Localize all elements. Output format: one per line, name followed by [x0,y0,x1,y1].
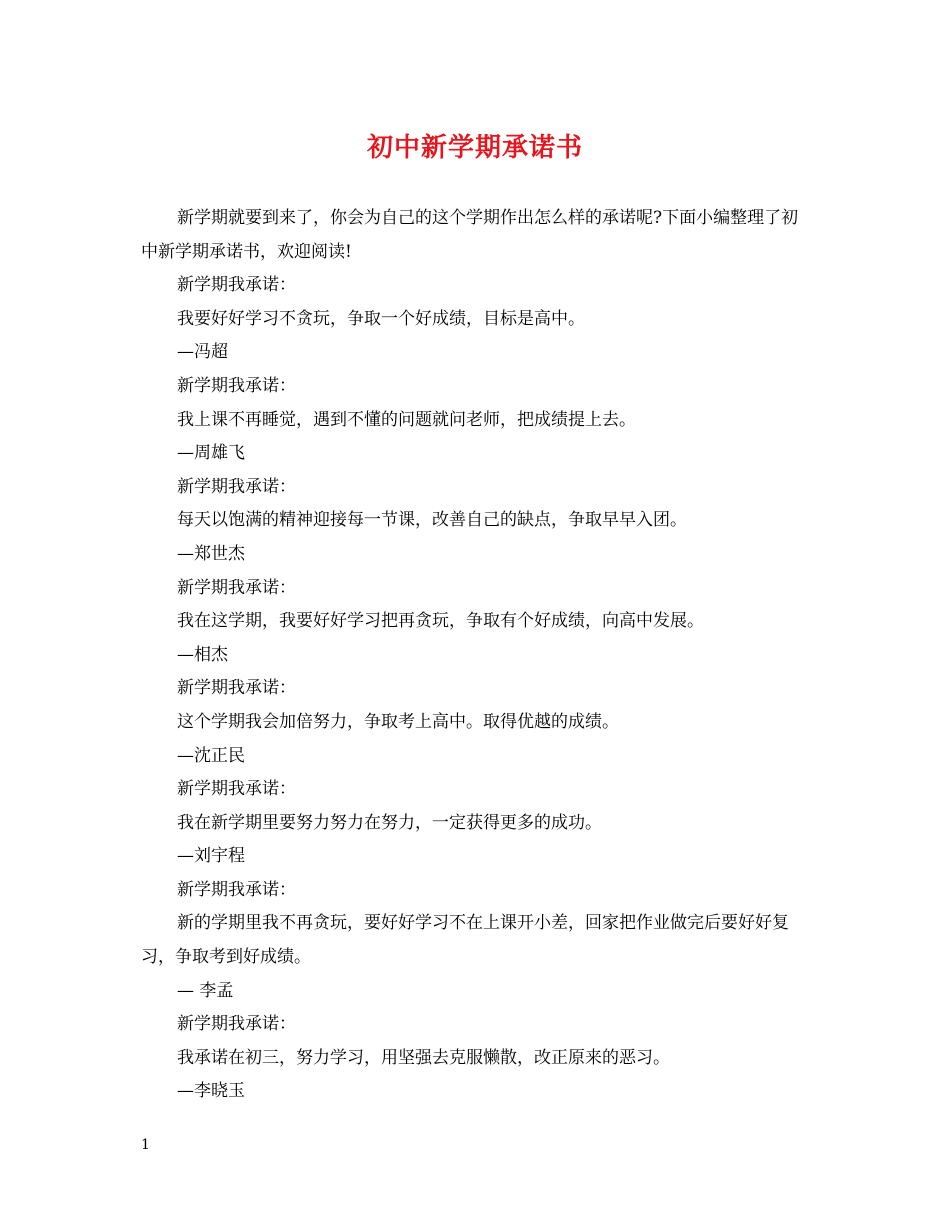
pledge-signature: —周雄飞 [177,443,245,464]
document-title: 初中新学期承诺书 [366,133,583,163]
pledge-text: 这个学期我会加倍努力，争取考上高中。取得优越的成绩。 [177,711,619,732]
pledge-heading: 新学期我承诺： [177,678,296,699]
pledge-heading: 新学期我承诺： [177,1014,296,1035]
pledge-text: 我承诺在初三，努力学习，用坚强去克服懒散，改正原来的恶习。 [177,1047,670,1068]
pledge-signature: —郑世杰 [177,543,245,564]
pledge-signature: —沈正民 [177,745,245,766]
pledge-signature: —刘宇程 [177,846,245,867]
pledge-heading: 新学期我承诺： [177,779,296,800]
pledge-signature: —李晓玉 [177,1081,245,1102]
pledge-heading: 新学期我承诺： [177,577,296,598]
pledge-heading: 新学期我承诺： [177,375,296,396]
pledge-heading: 新学期我承诺： [177,275,296,296]
pledge-text: 新的学期里我不再贪玩，要好好学习不在上课开小差，回家把作业做完后要好好复习，争取考到好成绩。 [141,913,789,968]
pledge-signature: —相杰 [177,644,228,665]
pledge-signature: — 李孟 [177,980,234,1001]
pledge-heading: 新学期我承诺： [177,879,296,900]
pledge-text: 每天以饱满的精神迎接每一节课，改善自己的缺点，争取早早入团。 [177,510,687,531]
pledge-text: 我上课不再睡觉，遇到不懂的问题就问老师，把成绩提上去。 [177,409,636,430]
pledge-signature: —冯超 [177,342,228,363]
document-body [141,202,813,1109]
page-number: 1 [141,1137,150,1153]
pledge-heading: 新学期我承诺： [177,476,296,497]
pledge-text: 我在这学期，我要好好学习把再贪玩，争取有个好成绩，向高中发展。 [177,611,704,632]
pledge-text: 我在新学期里要努力努力在努力，一定获得更多的成功。 [177,812,602,833]
pledge-text: 我要好好学习不贪玩，争取一个好成绩，目标是高中。 [177,308,585,329]
intro-paragraph: 新学期就要到来了，你会为自己的这个学期作出怎么样的承诺呢?下面小编整理了初中新学期承诺书，欢迎阅读! [141,208,799,262]
